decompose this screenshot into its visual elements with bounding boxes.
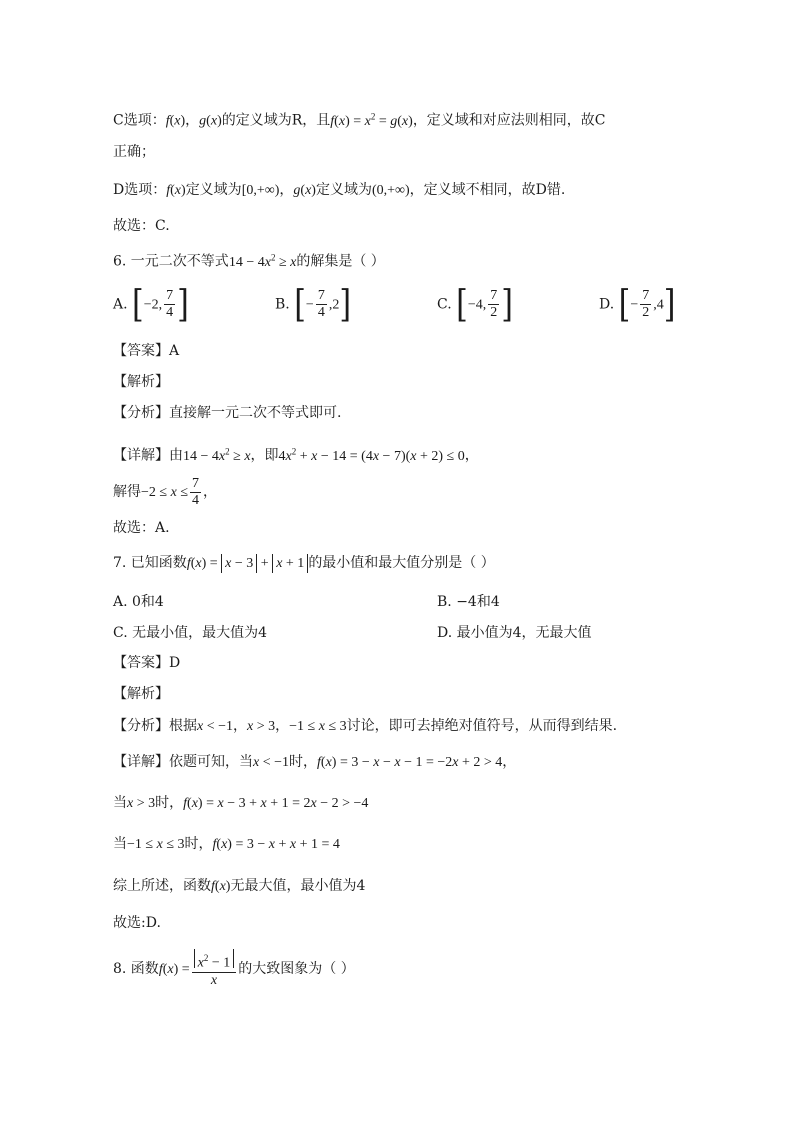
q6-analysis-heading: 【解析】	[113, 374, 169, 390]
q7-detail: 【详解】依题可知，当x < −1时，f(x) = 3 − x − x − 1 = −2x + 2 > 4，	[113, 754, 517, 770]
c-option-line-1: C选项：f(x)，g(x)的定义域为R，且$f(x) = x^2 = g(x)$，定义域和对应法则相同，故C	[113, 111, 606, 129]
q7-fenxi: 【分析】根据x < −1，x > 3，−1 ≤ x ≤ 3讨论，即可去掉绝对值符号，从而得到结果.	[113, 718, 618, 734]
q7-case-3: 当−1 ≤ x ≤ 3时，f(x) = 3 − x + x + 1 = 4	[113, 836, 340, 852]
q7-summary: 综上所述，函数f(x)无最大值，最小值为4	[113, 878, 366, 894]
d-option-line: D选项：f(x)定义域为[0,+∞)，g(x)定义域为(0,+∞)，定义域不相同，故D错.	[113, 182, 566, 198]
question-7: 7. 已知函数f(x) = x − 3 + x + 1 的最小值和最大值分别是（ ）	[113, 555, 495, 571]
c-option-line-2: 正确；	[113, 144, 155, 160]
q7-option-b: B. −4和4	[437, 594, 500, 610]
q6-option-a: A. [−2, $\frac{7}{4}$ ]	[113, 282, 189, 327]
q7-option-c: C. 无最小值，最大值为4	[113, 625, 268, 641]
q6-solve: 解得−2 ≤ x ≤ $\frac{7}{4}$ ，	[113, 475, 217, 508]
q6-fenxi: 【分析】直接解一元二次不等式即可.	[113, 405, 342, 421]
question-6: 6. 一元二次不等式$14 - 4x^2 \ge x$的解集是（ ）	[113, 252, 385, 270]
q7-choose: 故选:D.	[113, 915, 161, 931]
q6-option-c: C. [−4, $\frac{7}{2}$ ]	[437, 282, 513, 327]
q7-answer: 【答案】D	[113, 655, 181, 671]
q6-answer: 【答案】A	[113, 343, 180, 359]
q6-detail: 【详解】由$14 - 4x^2 \ge x$，即$4x^2 + x - 14 = (4x - 7)(x + 2) \le 0$，	[113, 446, 479, 464]
q6-option-b: B. [− $\frac{7}{4}$ ,2]	[275, 282, 352, 327]
q7-case-2: 当x > 3时，f(x) = x − 3 + x + 1 = 2x − 2 > −4	[113, 795, 369, 811]
q7-analysis-heading: 【解析】	[113, 686, 169, 702]
q7-option-d: D. 最小值为4，无最大值	[437, 625, 592, 641]
q6-option-d: D. [− $\frac{7}{2}$ ,4]	[599, 282, 676, 327]
q6-choose: 故选：A.	[113, 520, 170, 536]
choose-c: 故选：C.	[113, 218, 170, 234]
question-8: 8. 函数f(x) = $\frac{x^2 - 1}{x}$ 的大致图象为（ ）	[113, 948, 355, 991]
q7-option-a: A. 0和4	[113, 594, 164, 610]
